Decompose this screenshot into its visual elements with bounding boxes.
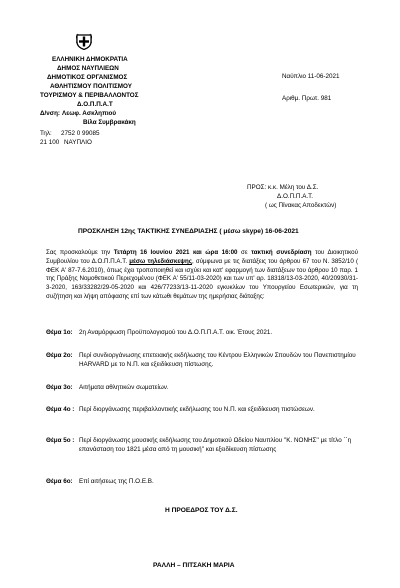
agenda-item bbox=[46, 437, 366, 464]
header-line: ΔΗΜΟΣ ΝΑΥΠΛΙΕΩΝ bbox=[57, 65, 119, 72]
intro-text: σε bbox=[237, 249, 252, 256]
header-line: ΤΟΥΡΙΣΜΟΥ & ΠΕΡΙΒΑΛΛΟΝΤΟΣ bbox=[40, 92, 139, 99]
agenda-item-text: Αιτήματα αθλητικών σωματείων. bbox=[79, 384, 169, 391]
invitation-title: ΠΡΟΣΚΛΗΣΗ 12ης ΤΑΚΤΙΚΗΣ ΣΥΝΕΔΡΙΑΣΗΣ ( μέσω skype) 16-06-2021 bbox=[78, 228, 299, 235]
agenda-item-label: Θέμα 1ο: bbox=[46, 329, 73, 336]
agenda-item bbox=[46, 329, 366, 338]
meeting-date: Τετάρτη 16 Ιουνίου 2021 και ώρα 16:00 bbox=[113, 249, 238, 256]
agenda-item bbox=[46, 478, 366, 487]
phone-label: Τηλ: bbox=[40, 130, 52, 137]
postal-code: 21 100 bbox=[40, 139, 60, 146]
agenda-item-text: Επί αιτήσεως της Π.Ο.Ε.Β. bbox=[79, 478, 154, 485]
header-line: ΕΛΛΗΝΙΚΗ ΔΗΜΟΚΡΑΤΙΑ bbox=[52, 56, 128, 63]
agenda-item-label: Θέμα 4ο : bbox=[46, 406, 75, 413]
agenda-item-text: 2η Αναμόρφωση Προϋπολογισμού του Δ.Ο.Π.Π.Α.Τ. οικ. Έτους 2021. bbox=[79, 329, 273, 336]
header-line: Δ.Ο.Π.Π.Α.Τ bbox=[77, 101, 113, 108]
meeting-type: τακτική συνεδρίαση bbox=[251, 249, 312, 256]
address-value-2: Βίλα Συμβρακάκη bbox=[83, 119, 136, 126]
agenda-item-label: Θέμα 3ο: bbox=[46, 384, 73, 391]
city: ΝΑΥΠΛΙΟ bbox=[64, 139, 92, 146]
agenda-item-label: Θέμα 2ο: bbox=[46, 352, 73, 359]
recipients-line-2: Δ.Ο.Π.Π.Α.Τ. bbox=[277, 193, 314, 200]
agenda-item bbox=[46, 352, 366, 370]
intro-text: , σύμφωνα με τις διατάξεις του άρθρου 67 του Ν. 3852/10 ( ΦΕΚ Α' 87-7.6.2010), όπως έχει τροποποιηθεί και ισχύει και κατ' εφαρμογή των διατάξεων του άρθρου 10 παρ. 1 της Πράξης Νομοθετικού Περιεχομένου (ΦΕΚ Α' 55/11-03-2020) και των υπ' αρ. 18318/13-03-2020, 40/20930/31-3-2020, 163/33282/29-05-2020 και 426/77233/13-11-2020 εγκυκλίων του Υπουργείου Εσωτερικών, για τη συζήτηση και λήψη απόφασης επί των κάτωθι θεμάτων της ημερήσιας διάταξης: bbox=[46, 257, 358, 300]
greek-emblem-icon bbox=[76, 33, 92, 50]
header-line: ΔΗΜΟΤΙΚΟΣ ΟΡΓΑΝΙΣΜΟΣ bbox=[47, 74, 128, 81]
recipients-line-3: ( ως Πίνακας Αποδεκτών) bbox=[265, 202, 337, 209]
address-value: Λεωφ. Ασκληπιού bbox=[62, 110, 117, 117]
agenda-item bbox=[46, 406, 366, 424]
phone-value: 2752 0 99085 bbox=[61, 130, 100, 137]
agenda-item bbox=[46, 384, 366, 393]
intro-text: του Διοικητικού Συμβουλίου του Δ.Ο.Π.Π.Α.Τ. bbox=[46, 249, 358, 265]
agenda-item-text: Περί διοργάνωσης περιβαλλοντικής εκδήλωσης του Ν.Π. και εξειδίκευση πιστώσεων. bbox=[79, 406, 315, 413]
agenda-item-text: Περί συνδιοργάνωσης επετειακής εκδήλωσης του Κέντρου Ελληνικών Σπουδών του Πανεπιστημίου HARVARD με το Ν.Π. και εξειδίκευση πίστωσης. bbox=[79, 352, 356, 368]
agenda-item-text: Περί διοργάνωσης μουσικής εκδήλωσης του Δημοτικού Ωδείου Ναυπλίου ''Κ. ΝΟΝΗΣ'' με τίτλο ``η επανάσταση του 1821 μέσα από τη μουσική'' και εξειδίκευση πίστωσης bbox=[79, 437, 352, 453]
protocol-number: Αριθμ. Πρωτ. 981 bbox=[282, 95, 332, 102]
remote-meeting: μέσω τηλεδιάσκεψης bbox=[129, 257, 192, 265]
document-date: Ναύπλιο 11-06-2021 bbox=[282, 73, 340, 80]
signature-title: Η ΠΡΟΕΔΡΟΣ ΤΟΥ Δ.Σ. bbox=[165, 507, 238, 514]
agenda-item-label: Θέμα 6ο: bbox=[46, 478, 73, 485]
intro-paragraph bbox=[46, 249, 358, 302]
agenda-item-label: Θέμα 5ο : bbox=[46, 437, 75, 444]
signature-name: ΡΑΛΛΗ – ΠΙΤΣΑΚΗ ΜΑΡΙΑ bbox=[153, 562, 235, 569]
address-label: Δ/νση: bbox=[40, 110, 61, 117]
intro-text: Σας προσκαλούμε την bbox=[46, 249, 114, 256]
recipients-line-1: ΠΡΟΣ: κ.κ. Μέλη του Δ.Σ. bbox=[247, 184, 319, 191]
header-line: ΑΘΛΗΤΙΣΜΟΥ ΠΟΛΙΤΙΣΜΟΥ bbox=[50, 83, 132, 90]
